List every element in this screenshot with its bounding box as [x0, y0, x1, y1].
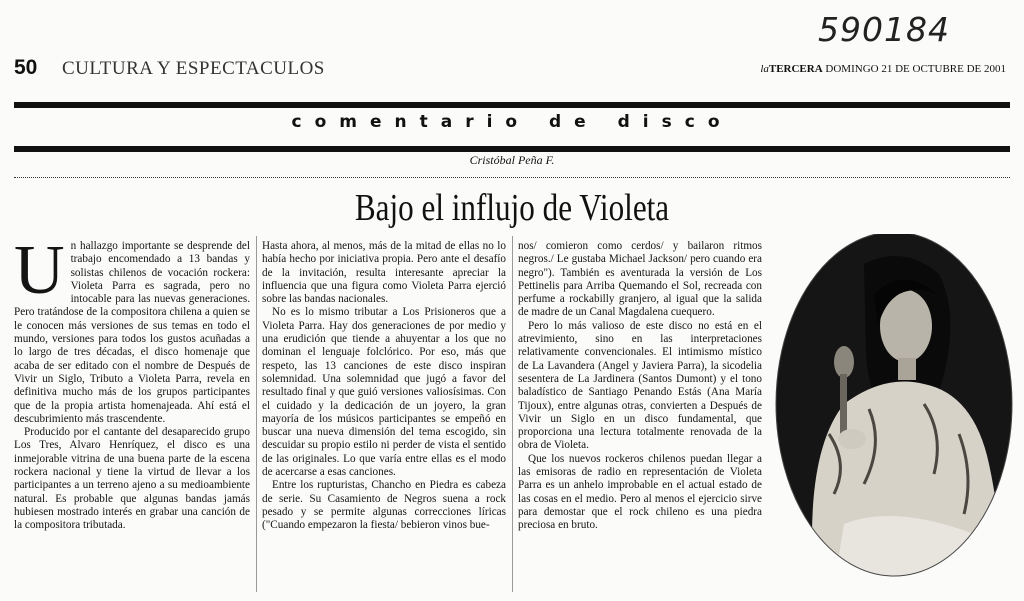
column-divider	[512, 236, 513, 592]
byline: Cristóbal Peña F.	[469, 153, 555, 167]
paper-prefix: la	[760, 63, 769, 75]
article-title: Bajo el influjo de Violeta	[354, 187, 670, 229]
paper-name: TERCERA	[768, 63, 823, 75]
singer-photo	[774, 234, 1014, 586]
dotted-divider	[14, 177, 1010, 178]
paragraph: Producido por el cantante del desaparecido grupo Los Tres, Alvaro Henríquez, el disco es una inmejorable vitrina de una buena parte de la escena rockera nacional y tiene la virtud de llevar a los participantes a un terreno ajeno a su medioambiente natural. Es probable que algunas bandas jamás hubiesen mostrado interés en grabar una canción de la compositora tributada.	[14, 426, 250, 532]
archive-number: 590184	[818, 10, 950, 49]
paragraph: Que los nuevos rockeros chilenos puedan llegar a las emisoras de radio en representación de Violeta Parra es un anhelo improbable en el actual estado de las cosas en el medio. Pero al menos el ejercicio sirve para demostar que el rock chileno es una piedra preciosa en bruto.	[518, 452, 762, 532]
paragraph-text: n hallazgo importante se desprende del trabajo encomendado a 13 bandas y solistas chilenos de vocación rockera: Violeta Parra es sagrada, pero no intocable para las nuevas generaciones. Pero tratándose de la compositora chilena a quien se le conocen más versiones de sus temas en todo el mundo, versiones para todos los gustos acuñadas a lo largo de tres décadas, el disco homenaje que acaba de ser editado con el nombre de Después de Vivir un Siglo, Tributo a Violeta Parra, revela en definitiva mucho más de los grupos participantes que de la propia artista homenajeada. Ahí está el descubrimiento más trascendente.	[14, 240, 250, 425]
column-1	[14, 232, 250, 533]
drop-cap: U	[14, 232, 65, 309]
page-number: 50	[14, 56, 38, 79]
dateline	[760, 63, 1006, 75]
kicker-rule	[14, 146, 1010, 152]
issue-date: DOMINGO 21 DE OCTUBRE DE 2001	[825, 63, 1006, 75]
page-header	[14, 56, 1014, 80]
paragraph: No es lo mismo tributar a Los Prisioneros que a Violeta Parra. Hay dos generaciones de por medio y una erudición que tiende a ahuyentar a los que no dominan el lenguaje folclórico. Por eso, más que respeto, las 13 canciones de este disco inspiran solemnidad. Una solemnidad que jugó a favor del resultado final y que guió versiones valiosísimas. Con el cuidado y la dedicación de un joyero, la gran mayoría de los músicos participantes se empeñó en buscar una nueva dimensión del tema escogido, sin descuidar su propio estilo ni perder de vista el sentido de las originales. Lo que varía entre ellas es el modo de acercarse a esas canciones.	[262, 306, 506, 479]
section-name: CULTURA Y ESPECTACULOS	[62, 58, 325, 79]
paragraph: Entre los rupturistas, Chancho en Piedra es cabeza de serie. Su Casamiento de Negros suena a rock pesado y se permite algunas correcciones líricas ("Cuando empezaron la fiesta/ bebieron vinos bue-	[262, 479, 506, 532]
column-3	[518, 240, 762, 533]
paragraph	[14, 232, 250, 426]
top-rule	[14, 102, 1010, 108]
column-2	[262, 240, 506, 533]
paragraph: Pero lo más valioso de este disco no está en el atrevimiento, sino en las interpretaciones relativamente convencionales. El intimismo místico de La Lavandera (Angel y Javiera Parra), la sicodelia sesentera de La Jardinera (Santos Dumont) y el tono baladístico de Santiago Penando Estás (Ana María Tijoux), entre algunas otras, convierten a Después de Vivir un Siglo en un disco fundamental, que proporciona una lectura totalmente renovada de la obra de Violeta.	[518, 319, 762, 452]
paragraph: nos/ comieron como cerdos/ y bailaron ritmos negros./ Le gustaba Michael Jackson/ pero cuando era negro"). También es aventurada la versión de Los Pettinelis para Arriba Quemando el Sol, recreada con perfume a rockabilly granjero, al igual que la salida de madre de un Canal Magdalena cuequero.	[518, 240, 762, 319]
column-divider	[256, 236, 257, 592]
paragraph: Hasta ahora, al menos, más de la mitad de ellas no lo había hecho por iniciativa propia. Pero ante el desafío de la invitación, resulta interesante apreciar la influencia que una figura como Violeta Parra ejerció sobre las bandas nacionales.	[262, 240, 506, 306]
kicker: comentario de disco	[291, 112, 733, 132]
